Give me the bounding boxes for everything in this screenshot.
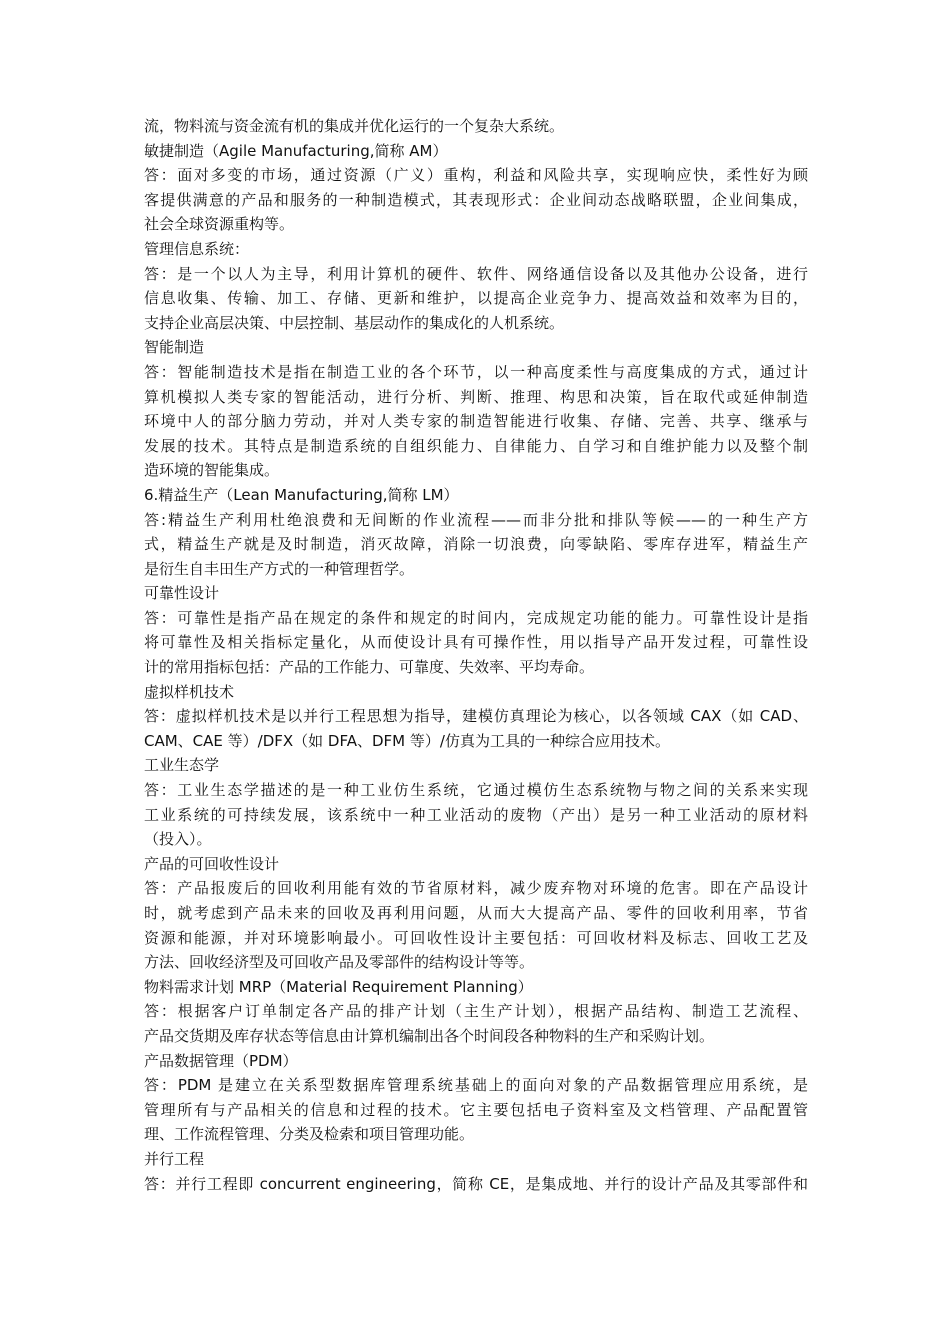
text-line: 式，精益生产就是及时制造，消灭故障，消除一切浪费，向零缺陷、零库存进军，精益生产 [144,535,808,554]
text-line: 客提供满意的产品和服务的一种制造模式，其表现形式：企业间动态战略联盟，企业间集成， [144,190,808,209]
text-line: 答：智能制造技术是指在制造工业的各个环节，以一种高度柔性与高度集成的方式，通过计 [144,362,808,381]
text-line: 社会全球资源重构等。 [144,215,295,234]
text-line: 产品的可回收性设计 [144,854,280,873]
text-line: 环境中人的部分脑力劳动，并对人类专家的制造智能进行收集、存储、完善、共享、继承与 [144,412,808,431]
text-line: 答：产品报废后的回收利用能有效的节省原材料，减少废弃物对环境的危害。即在产品设计 [144,879,808,898]
text-line: 6.精益生产（Lean Manufacturing,简称 LM） [144,485,459,504]
text-line: 答：工业生态学描述的是一种工业仿生系统，它通过模仿生态系统物与物之间的关系来实现 [144,781,808,800]
text-line: 管理所有与产品相关的信息和过程的技术。它主要包括电子资料室及文档管理、产品配置管 [144,1100,808,1119]
text-line: 信息收集、传输、加工、存储、更新和维护，以提高企业竞争力、提高效益和效率为目的， [144,289,808,308]
text-line: 虚拟样机技术 [144,682,235,701]
text-line: 算机模拟人类专家的智能活动，进行分析、判断、推理、构思和决策，旨在取代或延伸制造 [144,387,808,406]
text-line: 流，物料流与资金流有机的集成并优化运行的一个复杂大系统。 [144,117,565,135]
text-line: 答：并行工程即 concurrent engineering，简称 CE，是集成地、并行的设计产品及其零部件和 [144,1174,808,1193]
text-line: 发展的技术。其特点是制造系统的自组织能力、自律能力、自学习和自维护能力以及整个制 [144,436,808,455]
text-line: 方法、回收经济型及可回收产品及零部件的结构设计等等。 [144,953,535,972]
text-line: 答：可靠性是指产品在规定的条件和规定的时间内，完成规定功能的能力。可靠性设计是指 [144,608,808,627]
text-line: （投入）。 [144,830,212,849]
text-line: CAM、CAE 等）/DFX（如 DFA、DFM 等）/仿真为工具的一种综合应用技术。 [144,731,670,750]
text-line: 产品交货期及库存状态等信息由计算机编制出各个时间段各种物料的生产和采购计划。 [144,1026,715,1045]
text-line: 支持企业高层决策、中层控制、基层动作的集成化的人机系统。 [144,313,565,332]
text-line: 造环境的智能集成。 [144,461,280,480]
text-line: 计的常用指标包括：产品的工作能力、可靠度、失效率、平均寿命。 [144,658,595,677]
text-line: 工业生态学 [144,756,220,775]
text-line: 资源和能源，并对环境影响最小。可回收性设计主要包括：可回收材料及标志、回收工艺及 [144,928,808,947]
text-line: 答：PDM 是建立在关系型数据库管理系统基础上的面向对象的产品数据管理应用系统，是 [144,1076,808,1095]
text-line: 时，就考虑到产品未来的回收及再利用问题，从而大大提高产品、零件的回收利用率，节省 [144,904,808,922]
text-line: 将可靠性及相关指标定量化，从而使设计具有可操作性，用以指导产品开发过程，可靠性设 [144,633,808,652]
text-line: 理、工作流程管理、分类及检索和项目管理功能。 [144,1125,475,1144]
text-line: 答：虚拟样机技术是以并行工程思想为指导，建模仿真理论为核心，以各领域 CAX（如 CAD、 [144,707,808,726]
text-line: 答：是一个以人为主导，利用计算机的硬件、软件、网络通信设备以及其他办公设备，进行 [144,264,808,283]
text-line: 产品数据管理（PDM） [144,1051,298,1070]
text-line: 并行工程 [144,1149,205,1168]
text-line: 管理信息系统： [144,239,250,258]
text-line: 答:精益生产利用杜绝浪费和无间断的作业流程——而非分批和排队等候——的一种生产方 [144,510,808,529]
text-line: 答：根据客户订单制定各产品的排产计划（主生产计划），根据产品结构、制造工艺流程、 [144,1002,808,1021]
text-line: 答：面对多变的市场，通过资源（广义）重构，利益和风险共享，实现响应快，柔性好为顾 [144,166,808,185]
text-line: 智能制造 [144,338,205,357]
text-line: 物料需求计划 MRP（Material Requirement Planning） [144,977,533,996]
text-line: 可靠性设计 [144,584,220,603]
document-page [144,114,808,1196]
text-line: 工业系统的可持续发展，该系统中一种工业活动的废物（产出）是另一种工业活动的原材料 [144,805,808,824]
text-line: 是衍生自丰田生产方式的一种管理哲学。 [144,559,415,578]
text-line: 敏捷制造（Agile Manufacturing,简称 AM） [144,141,448,160]
